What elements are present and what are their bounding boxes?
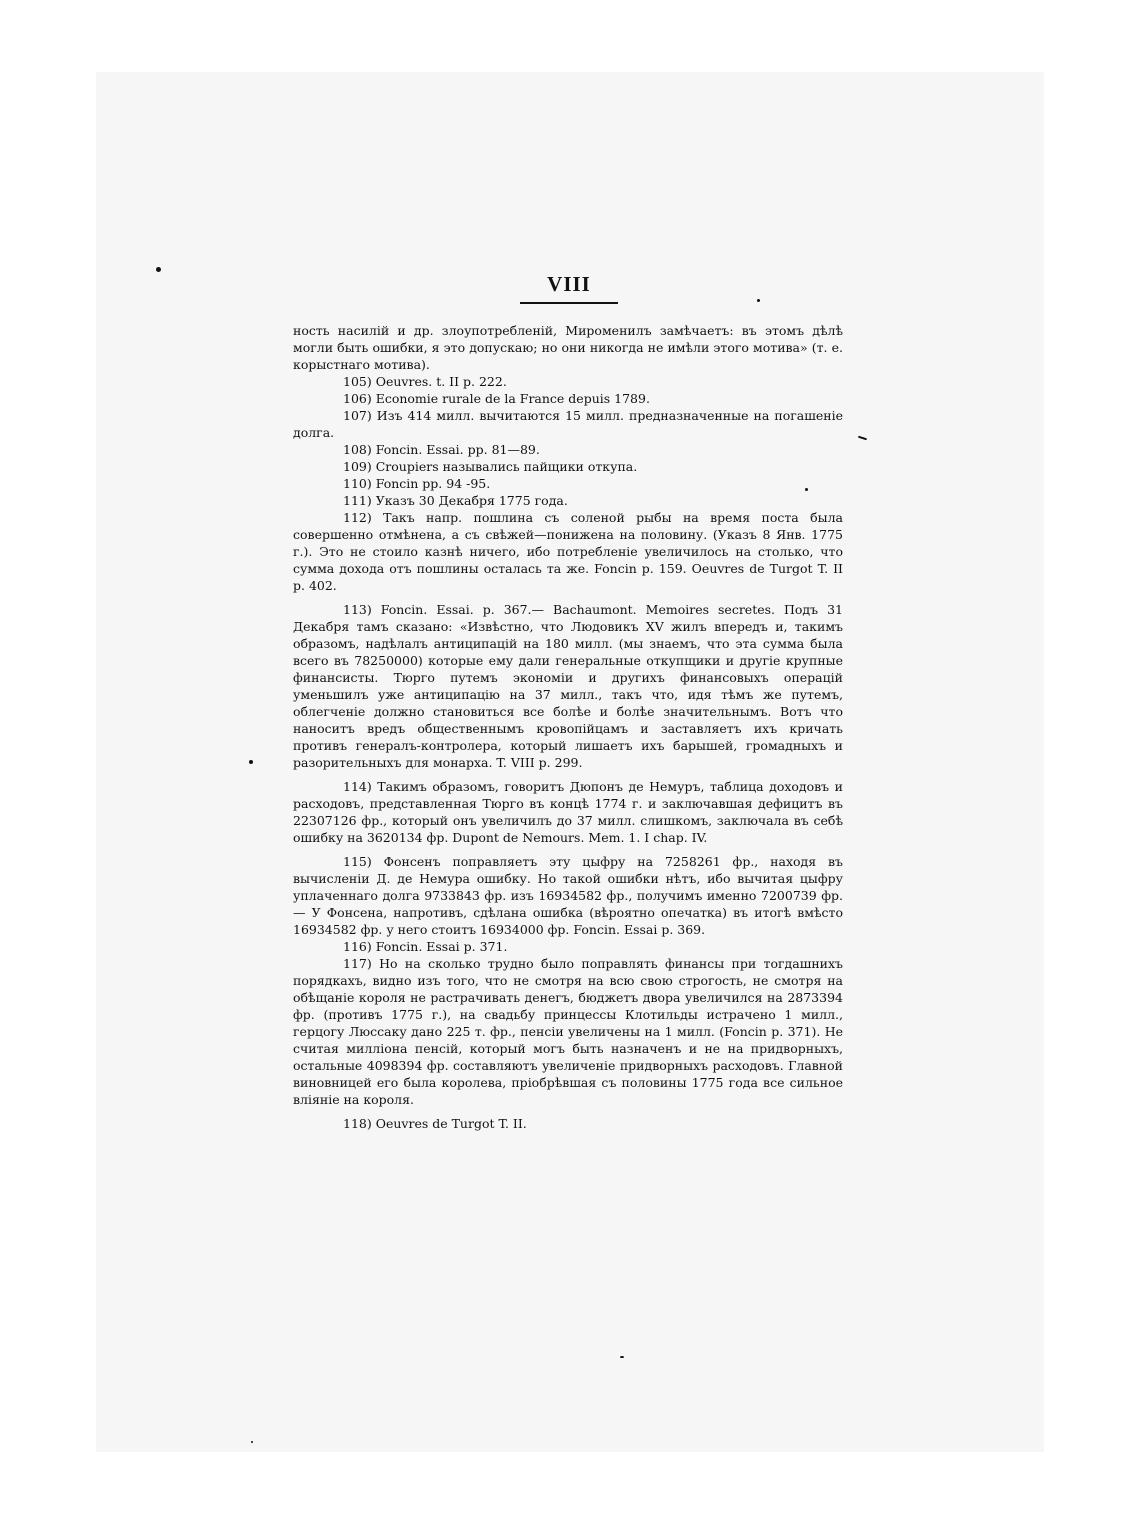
endnote: 117) Но на сколько трудно было поправлять финансы при тогдашнихъ порядкахъ, видно изъ того, что не смотря на всю свою строгость, не смотря на обѣщанiе короля не растрачивать денегъ, бюджетъ двора увеличился на 2873394 фр. (противъ 1775 г.), на свадьбу принцессы Клотильды истрачено 1 милл., герцогу Люссаку дано 225 т. фр., пенсiи увеличены на 1 милл. (Foncin p. 371). Не считая миллiона пенсiй, который могъ быть назначенъ и не на придворныхъ, остальные 4098394 фр. составляютъ увеличенiе придворныхъ расходовъ. Главной виновницей его была королева, прiобрѣвшая съ половины 1775 года все сильное влiянiе на короля. bbox=[293, 956, 843, 1107]
endnote: 107) Изъ 414 милл. вычитаются 15 милл. предназначенные на погашенiе долга. bbox=[293, 408, 843, 440]
scan-speck bbox=[156, 267, 161, 272]
header-rule bbox=[520, 302, 618, 304]
endnote: 105) Oeuvres. t. II p. 222. bbox=[343, 374, 507, 389]
endnote-continuation: ность насилiй и др. злоупотребленiй, Мироменилъ замѣчаетъ: въ этомъ дѣлѣ могли быть ошибки, я это допускаю; но они никогда не имѣли этого мотива» (т. е. корыстнаго мотива). bbox=[293, 323, 843, 372]
endnote: 108) Foncin. Essai. pp. 81—89. bbox=[343, 442, 540, 457]
scan-speck bbox=[620, 1356, 624, 1358]
endnote: 109) Croupiers назывались пайщики откупа. bbox=[343, 459, 638, 474]
endnote: 111) Указъ 30 Декабря 1775 года. bbox=[343, 493, 568, 508]
scan-speck bbox=[251, 1441, 253, 1443]
page-number: VIII bbox=[547, 272, 591, 296]
scan-speck bbox=[757, 299, 760, 302]
page-header bbox=[520, 272, 618, 304]
endnote: 115) Фонсенъ поправляетъ эту цыфру на 7258261 фр., находя въ вычисленiи Д. де Немура ошибку. Но такой ошибки нѣтъ, ибо вычитая цыфру уплаченнаго долга 9733843 фр. изъ 16934582 фр., получимъ именно 7200739 фр.— У Фонсена, напротивъ, сдѣлана ошибка (вѣроятно опечатка) въ итогѣ вмѣсто 16934582 фр. у него стоитъ 16934000 фр. Foncin. Essai p. 369. bbox=[293, 854, 843, 937]
scan-speck bbox=[805, 488, 808, 491]
endnote: 114) Такимъ образомъ, говоритъ Дюпонъ де Немуръ, таблица доходовъ и расходовъ, представленная Тюрго въ концѣ 1774 г. и заключавшая дефицитъ въ 22307126 фр., который онъ увеличилъ до 37 милл. слишкомъ, заключала въ себѣ ошибку на 3620134 фр. Dupont de Nemours. Mem. 1. I chap. IV. bbox=[293, 779, 843, 845]
endnote: 118) Oeuvres de Turgot T. II. bbox=[343, 1116, 527, 1131]
endnote: 106) Economie rurale de la France depuis 1789. bbox=[343, 391, 650, 406]
endnote: 112) Такъ напр. пошлина съ соленой рыбы на время поста была совершенно отмѣнена, а съ свѣжей—понижена на половину. (Указъ 8 Янв. 1775 г.). Это не стоило казнѣ ничего, ибо потребленiе увеличилось на столько, что сумма дохода отъ пошлины осталась та же. Foncin p. 159. Oeuvres de Turgot T. II p. 402. bbox=[293, 510, 843, 593]
endnote: 116) Foncin. Essai p. 371. bbox=[343, 939, 508, 954]
endnotes-block bbox=[293, 322, 843, 1132]
endnote: 113) Foncin. Essai. p. 367.— Bachaumont. Memoires secretes. Подъ 31 Декабря тамъ сказано: «Извѣстно, что Людовикъ XV жилъ впередъ и, такимъ образомъ, надѣлалъ антиципацiй на 180 милл. (мы знаемъ, что эта сумма была всего въ 78250000) которые ему дали генеральные откупщики и другiе крупные финансисты. Тюрго путемъ экономiи и другихъ финансовыхъ операцiй уменьшилъ уже антиципацiю на 37 милл., такъ что, идя тѣмъ же путемъ, облегченiе должно становиться все болѣе и болѣе значительнымъ. Вотъ что наноситъ вредъ общественнымъ кровопiйцамъ и заставляетъ ихъ кричать противъ генералъ-контролера, который лишаетъ ихъ барышей, громадныхъ и разорительныхъ для монарха. T. VIII p. 299. bbox=[293, 602, 843, 770]
endnote: 110) Foncin pp. 94 -95. bbox=[343, 476, 491, 491]
scan-speck bbox=[249, 760, 253, 764]
